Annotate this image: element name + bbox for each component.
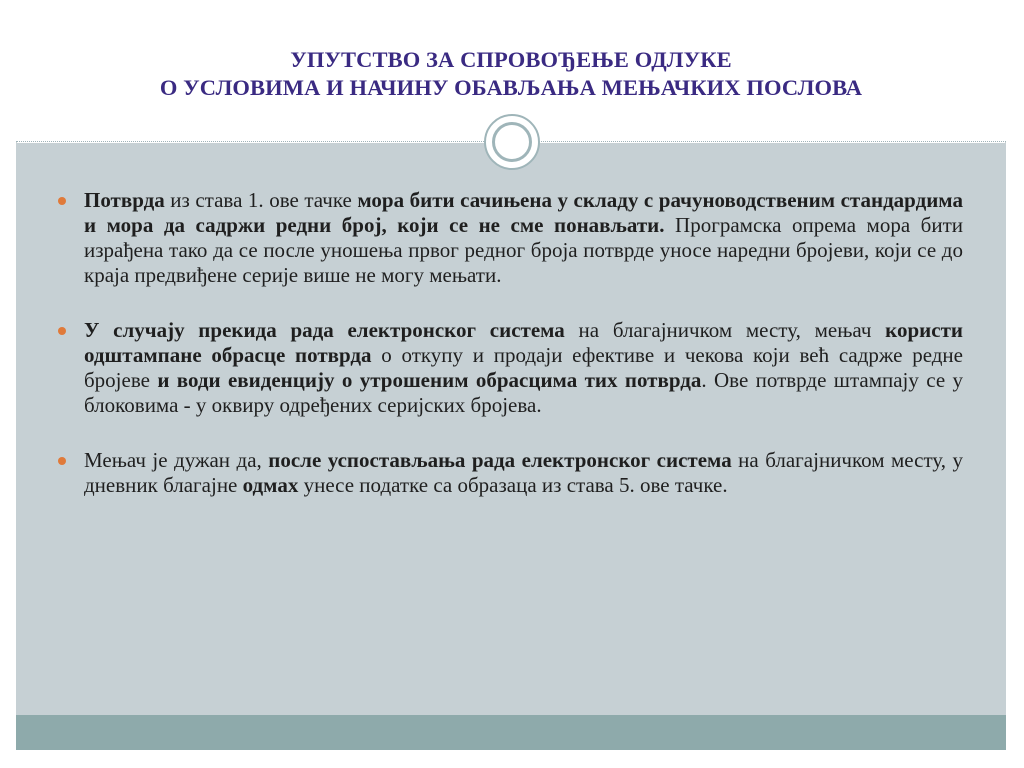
- bullet-list: [58, 188, 963, 528]
- bullet-3-part-5: унесе податке са образаца из става 5. ове тачке.: [298, 473, 728, 497]
- bullet-2-part-5: и води евиденцију о утрошеним обрасцима тих потврда: [157, 368, 702, 392]
- title-line-1: УПУТСТВО ЗА СПРОВОЂЕЊЕ ОДЛУКЕ: [290, 47, 732, 72]
- slide-title: [16, 46, 1006, 102]
- bullet-3-part-2: после успостављања рада електронског система: [268, 448, 732, 472]
- bullet-1-part-2: из става 1. ове тачке: [164, 188, 358, 212]
- bullet-1-part-1: Потврда: [84, 188, 165, 212]
- bullet-dot-icon: [58, 457, 66, 465]
- bullet-3-part-3: на благајничком месту, у дневник благајне: [84, 448, 963, 497]
- bullet-1-part-4: Програмска опрема мора бити израђена тако да се после уношења првог редног броја потврде уносе наредни бројеви, који се до краја предвиђене серије више не могу мењати.: [84, 213, 964, 287]
- bullet-2-part-1: У случају прекида рада електронског система: [84, 318, 565, 342]
- bullet-item-3: [58, 448, 963, 498]
- bullet-item-1: [58, 188, 963, 288]
- bullet-2-part-4: о откупу и продаји ефективе и чекова који већ садрже редне бројеве: [84, 343, 963, 392]
- bullet-2-part-3: користи одштампане обрасце потврда: [84, 318, 963, 367]
- bullet-dot-icon: [58, 197, 66, 205]
- bullet-2-part-2: на благајничком месту, мењач: [564, 318, 886, 342]
- bullet-3-part-1: Мењач је дужан да,: [84, 448, 269, 472]
- bullet-3-part-4: одмах: [242, 473, 299, 497]
- circle-ornament-icon: [484, 114, 540, 170]
- bullet-dot-icon: [58, 327, 66, 335]
- bullet-2-part-6: . Ове потврде штампају се у блоковима - у оквиру одређених серијских бројева.: [84, 368, 964, 417]
- bullet-item-2: [58, 318, 963, 418]
- footer-bar: [16, 715, 1006, 750]
- title-line-2: О УСЛОВИМА И НАЧИНУ ОБАВЉАЊА МЕЊАЧКИХ ПОСЛОВА: [159, 75, 863, 100]
- bullet-1-part-3: мора бити сачињена у складу с рачуноводственим стандардима и мора да садржи редни број, који се не сме понављати.: [84, 188, 963, 237]
